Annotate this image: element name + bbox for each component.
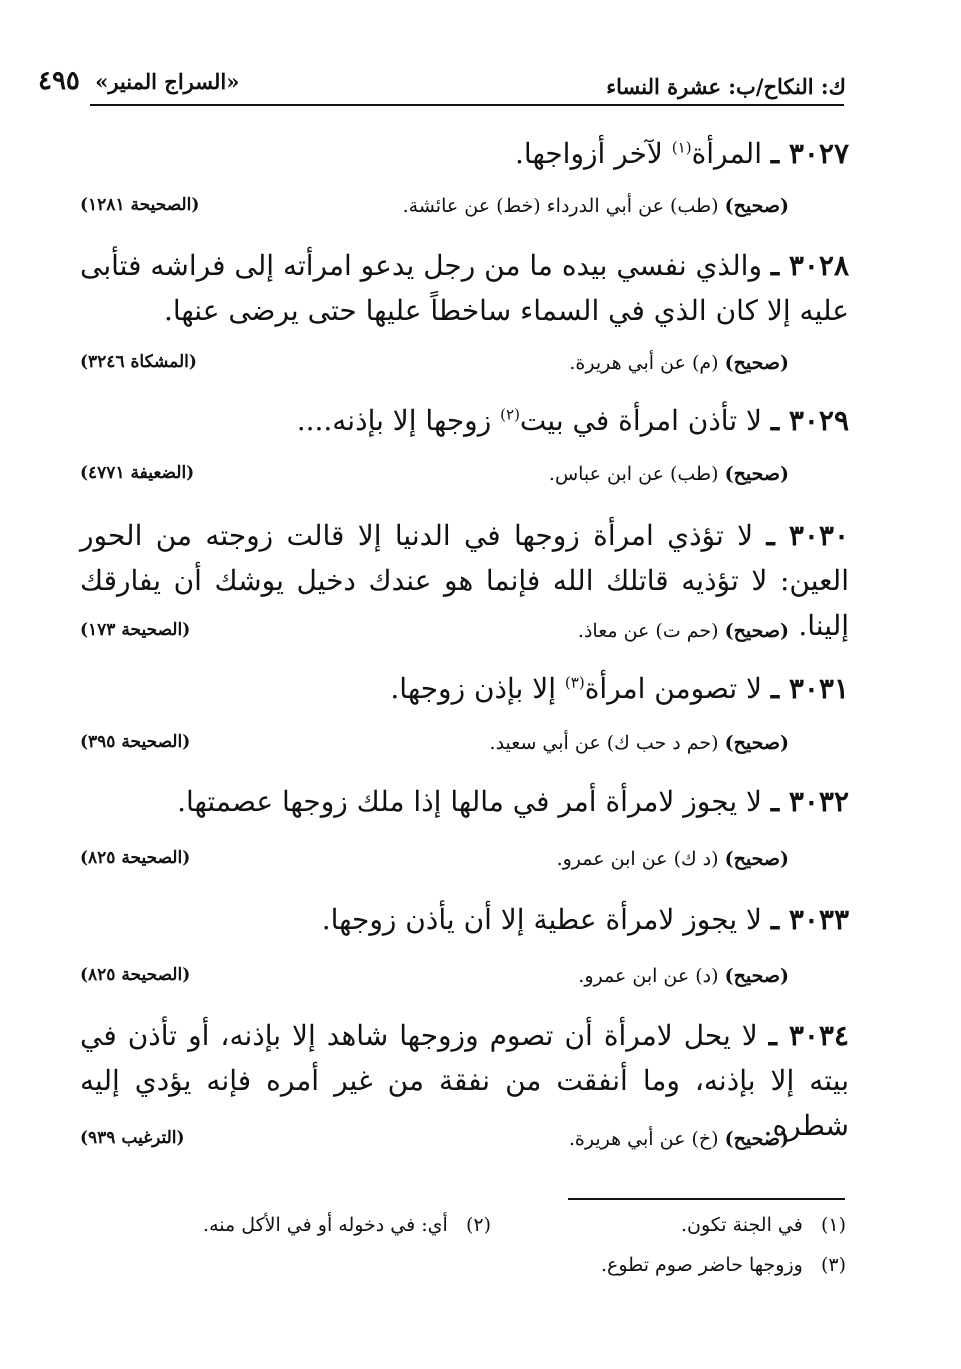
footnote-text: وزوجها حاضر صوم تطوع. (600, 1254, 803, 1276)
hadith-text: زوجها إلا بإذنه.... (296, 404, 492, 437)
grade-and-source (403, 195, 789, 217)
chapter-title: ك: النكاح/ب: عشرة النساء (606, 74, 846, 99)
hadith-number: ٣٠٣٤ ـ (768, 1019, 849, 1052)
source-line-3032 (80, 848, 849, 878)
footnote-text: أي: في دخوله أو في الأكل منه. (203, 1214, 448, 1236)
footnote-separator (568, 1198, 845, 1200)
hadith-text: لا تصومن امرأة (584, 672, 762, 705)
grade: (صحيح) (724, 848, 789, 870)
reference: (المشكاة ٣٢٤٦) (80, 352, 197, 372)
hadith-number: ٣٠٣٠ ـ (766, 519, 849, 552)
reference: (الصحيحة ٨٢٥) (80, 965, 191, 985)
hadith-3032 (80, 779, 849, 824)
footnote-1 (681, 1214, 846, 1236)
source-line-3034 (80, 1128, 849, 1158)
source: (خ) عن أبي هريرة. (568, 1128, 719, 1150)
grade-and-source (578, 620, 789, 642)
footnote-mark: (١) (820, 1214, 846, 1236)
footnote-mark: (٢) (500, 405, 520, 424)
grade: (صحيح) (724, 463, 789, 485)
source: (طب) عن أبي الدرداء (خط) عن عائشة. (402, 195, 719, 217)
footnote-text: في الجنة تكون. (680, 1214, 803, 1236)
grade: (صحيح) (724, 195, 789, 217)
hadith-text: لا يجوز لامرأة أمر في مالها إذا ملك زوجها عصمتها. (177, 785, 762, 818)
grade-and-source (569, 352, 789, 374)
footnote-2 (203, 1214, 491, 1236)
hadith-text: المرأة (691, 137, 762, 170)
source-line-3033 (80, 965, 849, 995)
hadith-text: لا تؤذي امرأة زوجها في الدنيا إلا قالت زوجته من الحور العين: لا تؤذيه قاتلك الله فإنما هو عندك دخيل يوشك أن يفارقك إلينا. (80, 519, 849, 642)
grade-and-source (578, 965, 789, 987)
reference: (الضعيفة ٤٧٧١) (80, 463, 195, 483)
grade: (صحيح) (724, 620, 789, 642)
header-rule (90, 104, 844, 106)
footnote-mark: (٢) (465, 1214, 491, 1236)
source-line-3027 (80, 195, 849, 225)
hadith-text: لآخر أزواجها. (515, 137, 663, 170)
hadith-text: لا يجوز لامرأة عطية إلا أن يأذن زوجها. (321, 903, 762, 936)
grade: (صحيح) (724, 1128, 789, 1150)
grade-and-source (569, 1128, 789, 1150)
hadith-number: ٣٠٣٣ ـ (770, 903, 849, 936)
footnote-mark: (٣) (564, 673, 585, 692)
reference: (الترغيب ٩٣٩) (80, 1128, 185, 1148)
page-number: ٤٩٥ (38, 66, 80, 96)
hadith-number: ٣٠٢٨ ـ (770, 249, 849, 282)
reference: (الصحيحة ٨٢٥) (80, 848, 191, 868)
book-title-and-page (38, 66, 239, 96)
hadith-text: لا تأذن امرأة في بيت (519, 404, 762, 437)
running-header (38, 66, 846, 106)
grade: (صحيح) (724, 352, 789, 374)
reference: (الصحيحة ١٧٣) (80, 620, 191, 640)
grade: (صحيح) (724, 732, 789, 754)
grade-and-source (549, 463, 789, 485)
hadith-3029 (80, 398, 849, 443)
book-title: «السراج المنير» (95, 69, 240, 94)
source-line-3029 (80, 463, 849, 493)
footnote-mark: (١) (671, 138, 692, 157)
source-line-3031 (80, 732, 849, 762)
grade-and-source (557, 848, 789, 870)
source: (م) عن أبي هريرة. (569, 352, 719, 374)
footnote-3 (601, 1254, 846, 1276)
footnote-mark: (٣) (820, 1254, 846, 1276)
hadith-text: والذي نفسي بيده ما من رجل يدعو امرأته إلى فراشه فتأبى عليه إلا كان الذي في السماء ساخطاً عليها حتى يرضى عنها. (80, 249, 849, 327)
hadith-number: ٣٠٢٩ ـ (770, 404, 849, 437)
grade-and-source (490, 732, 789, 754)
hadith-number: ٣٠٣٢ ـ (770, 785, 849, 818)
hadith-number: ٣٠٢٧ ـ (770, 137, 849, 170)
hadith-text: إلا بإذن زوجها. (390, 672, 556, 705)
grade: (صحيح) (724, 965, 789, 987)
reference: (الصحيحة ٣٩٥) (80, 732, 191, 752)
hadith-3028 (80, 243, 849, 333)
hadith-text: لا يحل لامرأة أن تصوم وزوجها شاهد إلا بإذنه، أو تأذن في بيته إلا بإذنه، وما أنفقت من نفقة من غير أمره فإنه يؤدي إليه شطره. (80, 1019, 849, 1142)
source-line-3028 (80, 352, 849, 382)
source-line-3030 (80, 620, 849, 650)
hadith-3027 (80, 131, 849, 176)
hadith-number: ٣٠٣١ ـ (770, 672, 849, 705)
source: (د ك) عن ابن عمرو. (556, 848, 719, 870)
source: (د) عن ابن عمرو. (578, 965, 719, 987)
source: (حم د حب ك) عن أبي سعيد. (489, 732, 719, 754)
source: (طب) عن ابن عباس. (548, 463, 719, 485)
source: (حم ت) عن معاذ. (577, 620, 719, 642)
reference: (الصحيحة ١٢٨١) (80, 195, 200, 215)
hadith-3033 (80, 897, 849, 942)
hadith-3031 (80, 666, 849, 711)
